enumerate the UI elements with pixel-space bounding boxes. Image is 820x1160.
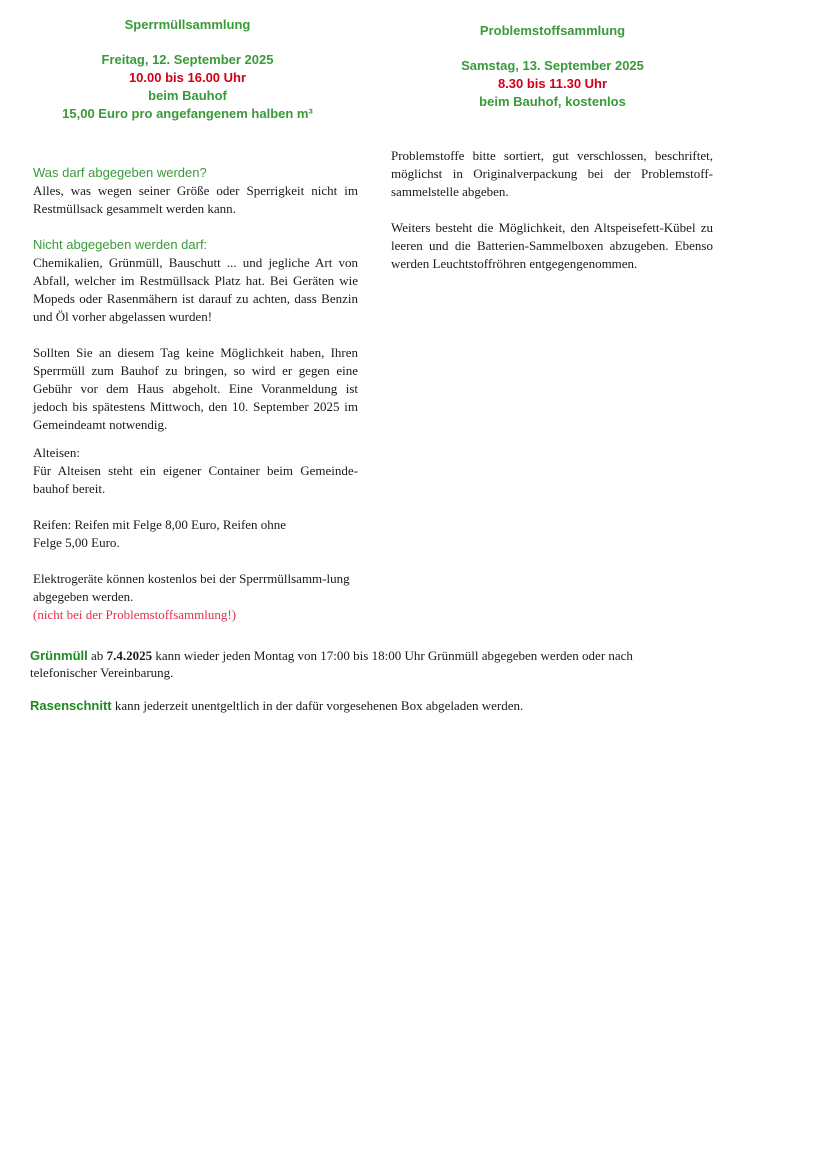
left-header: [40, 16, 335, 123]
reifen-text-1: Reifen: Reifen mit Felge 8,00 Euro, Reifen ohne: [33, 517, 287, 532]
elektro-text: Elektrogeräte können kostenlos bei der Sperrmüllsamm-lung abgegeben werden.: [33, 571, 350, 604]
elektro-note: (nicht bei der Problemstoffsammlung!): [33, 607, 237, 622]
problem-text: Problemstoffe bitte sortiert, gut verschlossen, beschriftet, möglichst in Originalverpackung bei der Problemstoff-sammelstelle abgeben.: [391, 148, 713, 199]
alteisen-text: Für Alteisen steht ein eigener Container beim Gemeinde-bauhof bereit.: [33, 463, 358, 496]
pickup-text: Sollten Sie an diesem Tag keine Möglichkeit haben, Ihren Sperrmüll zum Bauhof zu bringen, so wird er gegen eine Gebühr vor dem Haus abgeholt. Eine Voranmeldung ist jedoch bis spätestens Mittwoch, den 10. September 2025 im Gemeindeamt notwendig.: [33, 345, 358, 432]
sperrmuell-date: Freitag, 12. September 2025: [101, 52, 274, 67]
gruenmuell-paragraph: [30, 647, 680, 681]
allowed-heading: Was darf abgegeben werden?: [33, 165, 207, 180]
left-body: [33, 164, 358, 624]
problemstoff-location: beim Bauhof, kostenlos: [479, 94, 626, 109]
problemstoff-title: Problemstoffsammlung: [479, 23, 626, 38]
gruenmuell-date: 7.4.2025: [106, 648, 153, 663]
gruenmuell-text: kann wieder jeden Montag von 17:00 bis 18:00 Uhr Grünmüll abgegeben werden oder nach telefonischer Vereinbarung.: [30, 648, 633, 680]
problemstoff-time: 8.30 bis 11.30 Uhr: [497, 76, 608, 91]
extra-text: Weiters besteht die Möglichkeit, den Altspeisefett-Kübel zu leeren und die Batterien-Sammelboxen abzugeben. Ebenso werden Leuchtstoffröhren entgegengenommen.: [391, 220, 713, 271]
sperrmuell-price: 15,00 Euro pro angefangenem halben m³: [62, 106, 313, 121]
alteisen-heading: Alteisen:: [33, 445, 80, 460]
problemstoff-date: Samstag, 13. September 2025: [461, 58, 644, 73]
rasenschnitt-text: kann jederzeit unentgeltlich in der dafür vorgesehenen Box abgeladen werden.: [111, 698, 524, 713]
rasenschnitt-paragraph: [30, 697, 680, 714]
right-header: [410, 22, 695, 111]
right-body: [391, 147, 713, 273]
sperrmuell-time: 10.00 bis 16.00 Uhr: [128, 70, 247, 85]
gruenmuell-prefix: ab: [87, 648, 107, 663]
gruenmuell-lead: Grünmüll: [30, 648, 88, 663]
not-allowed-text: Chemikalien, Grünmüll, Bauschutt ... und jegliche Art von Abfall, welcher im Restmüllsack Platz hat. Bei Geräten wie Mopeds oder Rasenmähern ist darauf zu achten, dass Benzin und Öl vorher abgelassen wurden!: [33, 255, 358, 324]
sperrmuell-location: beim Bauhof: [148, 88, 227, 103]
sperrmuell-title: Sperrmüllsammlung: [124, 17, 251, 32]
allowed-text: Alles, was wegen seiner Größe oder Sperrigkeit nicht im Restmüllsack gesammelt werden kann.: [33, 183, 358, 216]
not-allowed-heading: Nicht abgegeben werden darf:: [33, 237, 208, 252]
reifen-text-2: Felge 5,00 Euro.: [33, 535, 120, 550]
rasenschnitt-lead: Rasenschnitt: [30, 698, 112, 713]
